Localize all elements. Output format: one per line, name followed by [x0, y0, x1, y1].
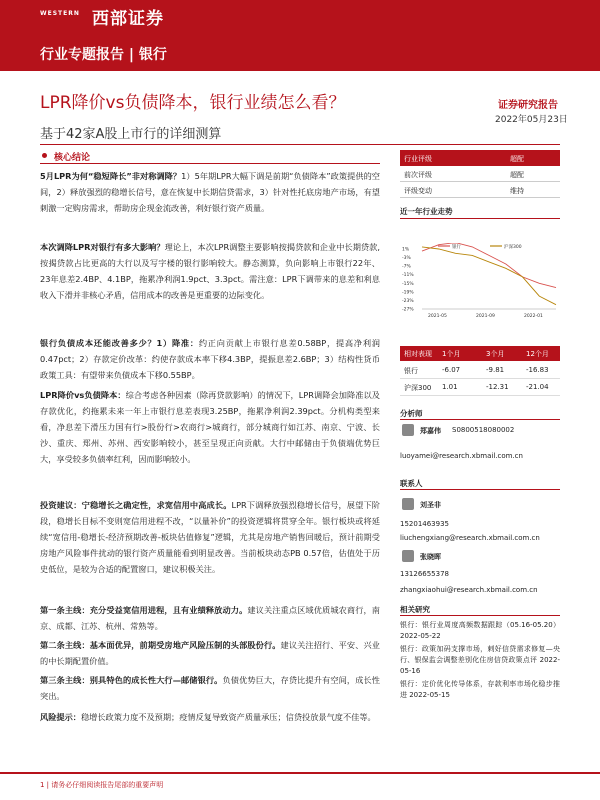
contact-separator [400, 489, 560, 490]
paragraph-text: 综合考虑各种因素（除再贷款影响）的情况下，LPR调降会加降准以及存款优化，约拖累未来一年上市银行息差表现3.25BP，拖累净利润2.39pct。分机构类型来看，净息差下滑压力国有行>股份行>农商行>城商行，部分城商行如江苏、南京、宁波、长沙、重庆、郑州、苏州、西安影响较小，甚至呈现正向贡献。大行中邮储由于负债端优势巨大，享受较多负债率红利，因而影响较小。 [40, 390, 380, 464]
paragraph [40, 168, 380, 216]
related-item[interactable]: 银行：银行业周度高频数据跟踪（05.16-05.20） 2022-05-22 [400, 621, 560, 640]
contact-name: 张晓晖 [420, 553, 441, 561]
contact-phone: 13126655378 [400, 570, 449, 578]
y-tick-label: -3% [402, 256, 411, 262]
rating-key: 评级变动 [404, 187, 432, 195]
footer-line [0, 772, 600, 774]
contact-email[interactable]: liuchengxiang@research.xbmail.com.cn [400, 534, 540, 542]
paragraph-text: 稳增长政策力度不及预期；疫情反复导致资产质量承压；信贷投放景气度不佳等。 [80, 712, 376, 722]
related-item[interactable]: 银行：定价优化传导体系，存款利率市场化稳步推进 2022-05-15 [400, 680, 560, 699]
paragraph-text: 建议关注重点区域优质城农商行，南京、成都、江苏、杭州、常熟等。 [40, 605, 380, 631]
legend-label: 沪深300 [504, 245, 522, 250]
perf-cell: -9.81 [486, 366, 505, 374]
contact-title: 联系人 [400, 479, 423, 488]
sub-title: 基于42家A股上市行的详细测算 [40, 127, 222, 142]
logo-chinese: 西部证券 [92, 9, 164, 29]
y-tick-label: -15% [402, 281, 414, 287]
paragraph-lead: 银行负债成本还能改善多少？1）降准： [40, 338, 199, 348]
rating-row [400, 150, 560, 166]
rating-key: 行业评级 [404, 155, 432, 163]
paragraph-text: 1）5年期LPR大幅下调是前期“负债降本”政策提供的空间，2）释放强烈的稳增长信号，意在恢复中长期信贷需求，3）针对性托底房地产市场，有望刺激一定购房需求，帮助房企现金流改善，利好银行资产质量。 [40, 171, 380, 213]
rating-value: 超配 [510, 171, 524, 179]
paragraph [40, 637, 380, 669]
report-tag: 证券研究报告 [498, 100, 558, 111]
paragraph-lead: LPR降价vs负债降本： [40, 390, 126, 400]
y-tick-label: -27% [402, 307, 414, 313]
paragraph [40, 335, 380, 383]
paragraph-text: 建议关注招行、平安、兴业的中长期配置价值。 [40, 640, 380, 666]
perf-cell: 沪深300 [404, 384, 432, 392]
related-list [400, 620, 560, 703]
bullet-icon [42, 153, 47, 158]
perf-header-cell: 相对表现 [404, 350, 432, 358]
rating-table [400, 150, 560, 198]
perf-header-cell: 12个月 [526, 350, 549, 358]
analyst-separator [400, 419, 560, 420]
paragraph [40, 497, 380, 577]
contact-avatar [402, 498, 414, 510]
paragraph-lead: 第三条主线：别具特色的成长性大行—邮储银行。 [40, 675, 223, 685]
rating-row [400, 182, 560, 198]
paragraph-text: 约正向贡献上市银行息差0.58BP，提高净利润0.47pct；2）存款定价改革：约使存款成本率下移4.3BP，提振息差2.6BP；3）结构性货币政策工具：有望带来负债成本下移0.55BP。 [40, 338, 380, 380]
perf-cell: 1.01 [442, 383, 458, 391]
legend-label: 银行 [452, 245, 461, 250]
paragraph [40, 709, 380, 725]
perf-cell: -12.31 [486, 383, 509, 391]
analyst-title: 分析师 [400, 409, 423, 418]
related-item[interactable]: 银行：政策加码支撑市场，刺好信贷需求修复—央行、银保监会调整差别化住房信贷政策点评 2022-05-16 [400, 645, 560, 675]
related-separator [400, 615, 560, 616]
paragraph [40, 387, 380, 467]
x-tick-label: 2021-09 [476, 314, 495, 319]
y-tick-label: -19% [402, 290, 414, 296]
section-title: 核心结论 [54, 153, 91, 163]
paragraph [40, 602, 380, 634]
y-tick-label: 1% [402, 247, 410, 253]
paragraph-text: 理论上，本次LPR调整主要影响按揭贷款和企业中长期贷款,按揭贷款占比更高的大行以及写字楼的银行影响较大。静态测算，负向影响上市银行22年、23年息差2.4BP、4.1BP，拖累净利润1.9pct、3.3pct。需注意：LPR下调带来的息差和利息收入下滑并非核心矛盾，信用成本的改善是更重要的边际变化。 [40, 242, 380, 300]
perf-cell: -16.83 [526, 366, 549, 374]
report-type: 行业专题报告 | 银行 [40, 47, 167, 63]
analyst-name: 郑嘉伟 [420, 427, 441, 435]
perf-header-cell: 1个月 [442, 350, 461, 358]
y-tick-label: -7% [402, 264, 411, 270]
x-tick-label: 2022-01 [524, 314, 543, 319]
main-title: LPR降价vs负债降本，银行业绩怎么看？ [40, 93, 346, 113]
rating-key: 前次评级 [404, 171, 432, 179]
contact-avatar [402, 550, 414, 562]
analyst-email[interactable]: luoyamei@research.xbmail.com.cn [400, 452, 523, 460]
paragraph-text: LPR下调释放强烈稳增长信号，展望下阶段，稳增长目标不变则宽信用进程不改，“以量补价”的投资逻辑将贯穿全年。银行板块或将延续“宽信用-稳增长-经济预期改善-板块估值修复”逻辑，尤其是房地产销售回暖后，预计前期受房地产风险事件扰动的银行资产质量能看到明显改善。当前板块动态PB 0.57倍，估值处于历史低位，是较为合适的配置窗口，建议积极关注。 [40, 500, 380, 574]
rating-row [400, 166, 560, 182]
chart-title: 近一年行业走势 [400, 207, 453, 216]
paragraph-lead: 5月LPR为何“稳短降长”非对称调降？ [40, 171, 182, 181]
title-divider [40, 144, 560, 145]
rating-value: 超配 [510, 155, 524, 163]
paragraph [40, 239, 380, 303]
y-tick-label: -11% [402, 273, 414, 279]
report-date: 2022年05月23日 [495, 115, 568, 125]
rating-value: 维持 [510, 187, 524, 195]
analyst-cert: S0800518080002 [452, 426, 515, 434]
logo-english: WESTERN [40, 10, 80, 17]
x-tick-label: 2021-05 [428, 314, 447, 319]
perf-header-cell: 3个月 [486, 350, 505, 358]
analyst-avatar [402, 424, 414, 436]
footer-text: 1 | 请务必仔细阅读报告尾部的重要声明 [40, 781, 164, 789]
paragraph-lead: 风险提示： [40, 712, 81, 722]
chart-separator [400, 218, 560, 219]
contact-email[interactable]: zhangxiaohui@research.xbmail.com.cn [400, 586, 538, 594]
perf-row [400, 363, 560, 379]
perf-cell: 银行 [404, 367, 418, 375]
perf-row [400, 380, 560, 396]
report-header [0, 0, 600, 71]
perf-cell: -21.04 [526, 383, 549, 391]
perf-table-header [400, 346, 560, 361]
perf-cell: -6.07 [442, 366, 461, 374]
paragraph [40, 672, 380, 704]
contact-name: 刘圣非 [420, 501, 441, 509]
y-tick-label: -23% [402, 298, 414, 304]
paragraph-text: 负债优势巨大，存贷比提升有空间，成长性突出。 [40, 675, 380, 701]
paragraph-lead: 本次调降LPR对银行有多大影响？ [40, 242, 165, 252]
paragraph-lead: 第二条主线：基本面优异，前期受房地产风险压制的头部股份行。 [40, 640, 281, 650]
contact-phone: 15201463935 [400, 520, 449, 528]
section-heading [40, 150, 380, 164]
paragraph-lead: 投资建议：宁稳增长之确定性，求宽信用中高成长。 [40, 500, 232, 510]
related-title: 相关研究 [400, 605, 430, 614]
industry-trend-chart [400, 243, 560, 321]
paragraph-lead: 第一条主线：充分受益宽信用进程，且有业绩释放动力。 [40, 605, 248, 615]
